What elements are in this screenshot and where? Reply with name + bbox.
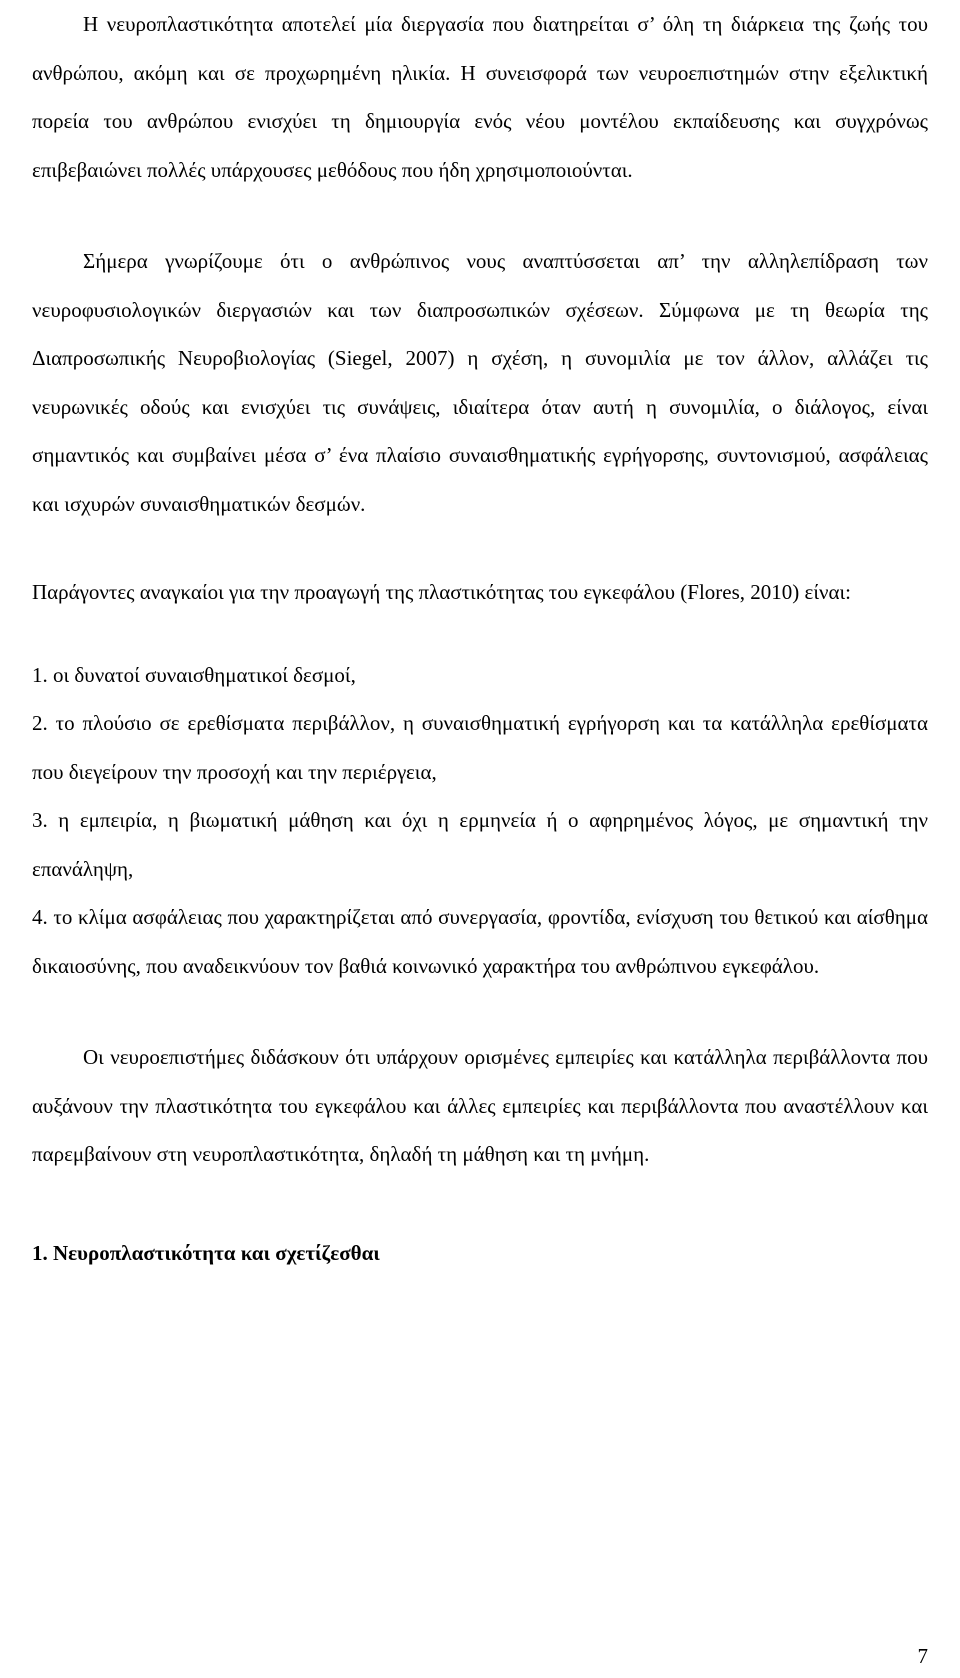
section-heading: 1. Νευροπλαστικότητα και σχετίζεσθαι [32, 1240, 380, 1265]
list-item: 1. οι δυνατοί συναισθηματικοί δεσμοί, [32, 662, 356, 687]
list-item: 4. το κλίμα ασφάλειας που χαρακτηρίζεται από συνεργασία, φροντίδα, ενίσχυση του θετικού και αίσθημα δικαιοσύνης, που αναδεικνύουν τον βαθιά κοινωνικό χαρακτήρα του ανθρώπινου εγκεφάλου. [32, 905, 928, 978]
document-page [32, 0, 928, 1277]
list-item: 2. το πλούσιο σε ερεθίσματα περιβάλλον, η συναισθηματική εγρήγορση και τα κατάλληλα ερεθίσματα που διεγείρουν την προσοχή και την περιέργεια, [32, 711, 928, 784]
paragraph-neuroplasticity-intro: Η νευροπλαστικότητα αποτελεί μία διεργασία που διατηρείται σ’ όλη τη διάρκεια της ζωής του ανθρώπου, ακόμη και σε προχωρημένη ηλικία. Η συνεισφορά των νευροεπιστημών στην εξελικτική πορεία του ανθρώπου ενισχύει τη δημιουργία ενός νέου μοντέλου εκπαίδευσης και συγχρόνως επιβεβαιώνει πολλές υπάρχουσες μεθόδους που ήδη χρησιμοποιούνται. [32, 12, 928, 182]
page-number: 7 [917, 1644, 928, 1668]
paragraph-interpersonal-neurobiology: Σήμερα γνωρίζουμε ότι ο ανθρώπινος νους αναπτύσσεται απ’ την αλληλεπίδραση των νευροφυσιολογικών διεργασιών και των διαπροσωπικών σχέσεων. Σύμφωνα με τη θεωρία της Διαπροσωπικής Νευροβιολογίας (Siegel, 2007) η σχέση, η συνομιλία με τον άλλον, αλλάζει τις νευρωνικές οδούς και ενισχύει τις συνάψεις, ιδιαίτερα όταν αυτή η συνομιλία, ο διάλογος, είναι σημαντικός και συμβαίνει μέσα σ’ ένα πλαίσιο συναισθηματικής εγρήγορσης, συντονισμού, ασφάλειας και ισχυρών συναισθηματικών δεσμών. [32, 249, 928, 516]
factors-list [32, 651, 928, 991]
paragraph-neuroscience-teaches: Οι νευροεπιστήμες διδάσκουν ότι υπάρχουν ορισμένες εμπειρίες και κατάλληλα περιβάλλοντα που αυξάνουν την πλαστικότητα του εγκεφάλου και άλλες εμπειρίες και περιβάλλοντα που αναστέλλουν και παρεμβαίνουν στη νευροπλαστικότητα, δηλαδή τη μάθηση και τη μνήμη. [32, 1045, 928, 1166]
list-item: 3. η εμπειρία, η βιωματική μάθηση και όχι η ερμηνεία ή ο αφηρημένος λόγος, με σημαντική την επανάληψη, [32, 808, 928, 881]
paragraph-factors-intro: Παράγοντες αναγκαίοι για την προαγωγή της πλαστικότητας του εγκεφάλου (Flores, 2010) είναι: [32, 580, 851, 604]
